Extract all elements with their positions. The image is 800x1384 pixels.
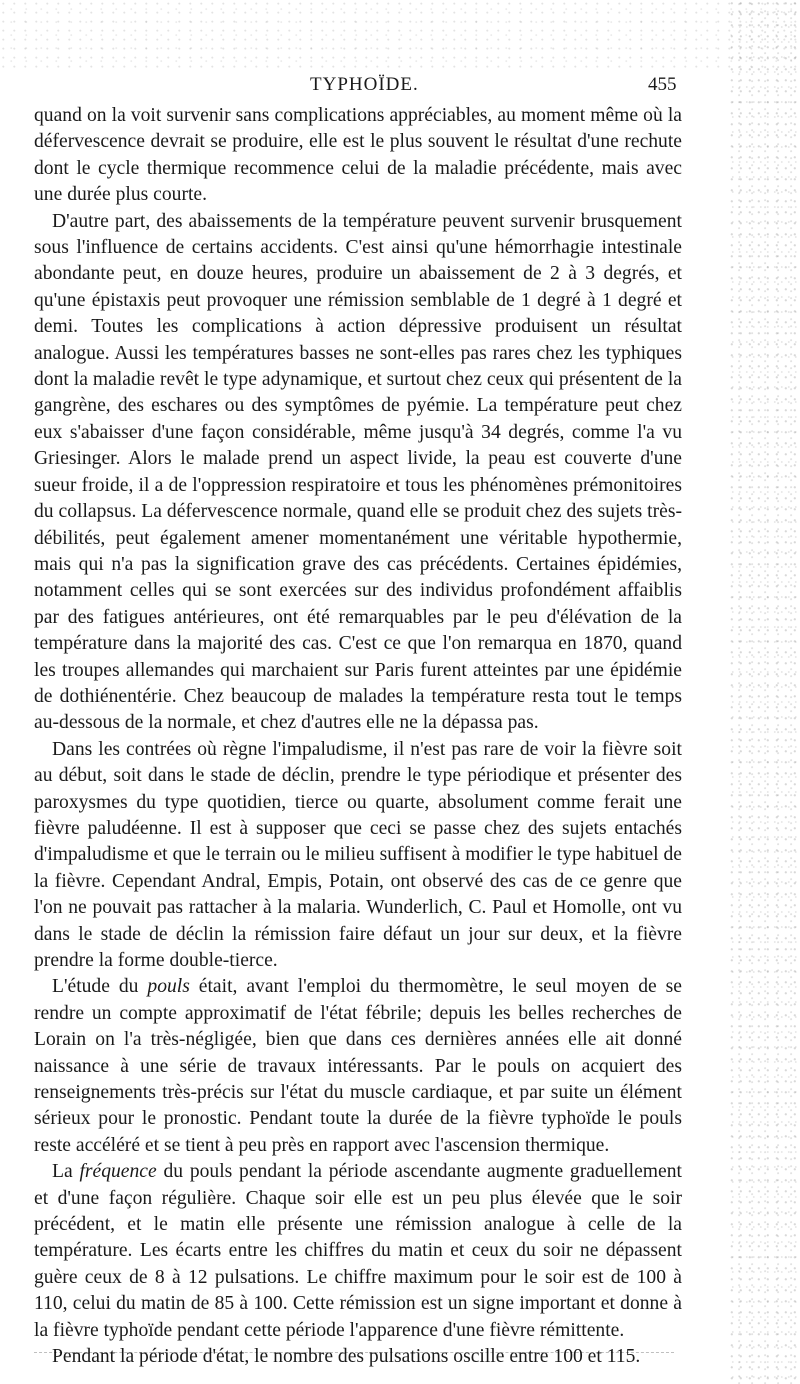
frequence-text-start: La bbox=[52, 1161, 80, 1183]
bottom-edge-noise bbox=[34, 1352, 674, 1353]
frequence-text-rest: du pouls pendant la période ascendante augmente graduellement et d'une façon régulière. Chaque soir elle est un peu plus élevée que le soir précédent, et le matin elle présente une rémission analogue à celle de la température. Les écarts entre les chiffres du matin et ceux du soir ne dépassent guère ceux de 8 à 12 pulsations. Le chiffre maximum pour le soir est de 100 à 110, celui du matin de 85 à 100. Cette rémission est un signe important et donne à la fièvre typhoïde pendant cette période l'apparence d'une fièvre rémittente. bbox=[34, 1161, 682, 1341]
paragraph-impaludisme: Dans les contrées où règne l'impaludisme, il n'est pas rare de voir la fièvre soit au début, soit dans le stade de déclin, prendre le type périodique et présenter des paroxysmes du type quotidien, tierce ou quarte, absolument comme ferait une fièvre paludéenne. Il est à supposer que ceci se passe chez des sujets entachés d'impaludisme et que le terrain ou le milieu suffisent à modifier le type habituel de la fièvre. Cependant Andral, Empis, Potain, ont observé des cas de ce genre que l'on ne pouvait pas rattacher à la malaria. Wunderlich, C. Paul et Homolle, ont vu dans le stade de déclin la rémission faire défaut un jour sur deux, et la fièvre prendre la forme double-tierce. bbox=[34, 738, 682, 971]
pouls-term-italic: pouls bbox=[147, 976, 190, 998]
running-title: TYPHOÏDE. bbox=[310, 74, 419, 95]
paragraph-continuation: quand on la voit survenir sans complications appréciables, au moment même où la défervescence devrait se produire, elle est le plus souvent le résultat d'une rechute dont le cycle thermique recommence celui de la maladie précédente, mais avec une durée plus courte. bbox=[34, 105, 682, 206]
pouls-text-start: L'étude du bbox=[52, 976, 148, 998]
page-number: 455 bbox=[648, 74, 677, 95]
paragraph-frequence bbox=[34, 1159, 682, 1344]
paragraph-periode-etat: Pendant la période d'état, le nombre des pulsations oscille entre 100 et 115. bbox=[52, 1346, 641, 1368]
page-header bbox=[0, 74, 800, 102]
pouls-text-rest: était, avant l'emploi du thermomètre, le seul moyen de se rendre un compte approximatif de l'état fébrile; depuis les belles recherches de Lorain on l'a très-négligée, bien que dans ces dernières années elle ait donné naissance à une série de travaux intéressants. Par le pouls on acquiert des renseignements très-précis sur l'état du muscle cardiaque, et par suite un élément sérieux pour le pronostic. Pendant toute la durée de la fièvre typhoïde le pouls reste accéléré et se tient à peu près en rapport avec l'ascension thermique. bbox=[34, 976, 683, 1156]
body-text bbox=[34, 103, 682, 1371]
page-noise-top bbox=[0, 0, 800, 70]
page-noise-right-margin bbox=[730, 0, 800, 1384]
paragraph-temperature-drops: D'autre part, des abaissements de la température peuvent survenir brusquement sous l'influence de certains accidents. C'est ainsi qu'une hémorrhagie intestinale abondante peut, en douze heures, produire un abaissement de 2 à 3 degrés, et qu'une épistaxis peut provoquer une rémission semblable de 1 degré à 1 degré et demi. Toutes les complications à action dépressive produisent un résultat analogue. Aussi les températures basses ne sont-elles pas rares chez les typhiques dont la maladie revêt le type adynamique, et surtout chez ceux qui présentent de la gangrène, des eschares ou des symptômes de pyémie. La température peut chez eux s'abaisser d'une façon considérable, même jusqu'à 34 degrés, comme l'a vu Griesinger. Alors le malade prend un aspect livide, la peau est couverte d'une sueur froide, il a de l'oppression respiratoire et tous les phénomènes prémonitoires du collapsus. La défervescence normale, quand elle se produit chez des sujets très-débilités, peut également amener momentanément une véritable hypothermie, mais qui n'a pas la signification grave des cas précédents. Certaines épidémies, notamment celles qui se sont exercées sur des individus profondément affaiblis par des fatigues antérieures, ont été remarquables par le peu d'élévation de la température dans la majorité des cas. C'est ce que l'on remarqua en 1870, quand les troupes allemandes qui marchaient sur Paris furent atteintes par une épidémie de dothiénentérie. Chez beaucoup de malades la température resta tout le temps au-dessous de la normale, et chez d'autres elle ne la dépassa pas. bbox=[34, 210, 682, 734]
paragraph-pouls bbox=[34, 974, 682, 1159]
frequence-term-italic: fréquence bbox=[79, 1161, 157, 1183]
